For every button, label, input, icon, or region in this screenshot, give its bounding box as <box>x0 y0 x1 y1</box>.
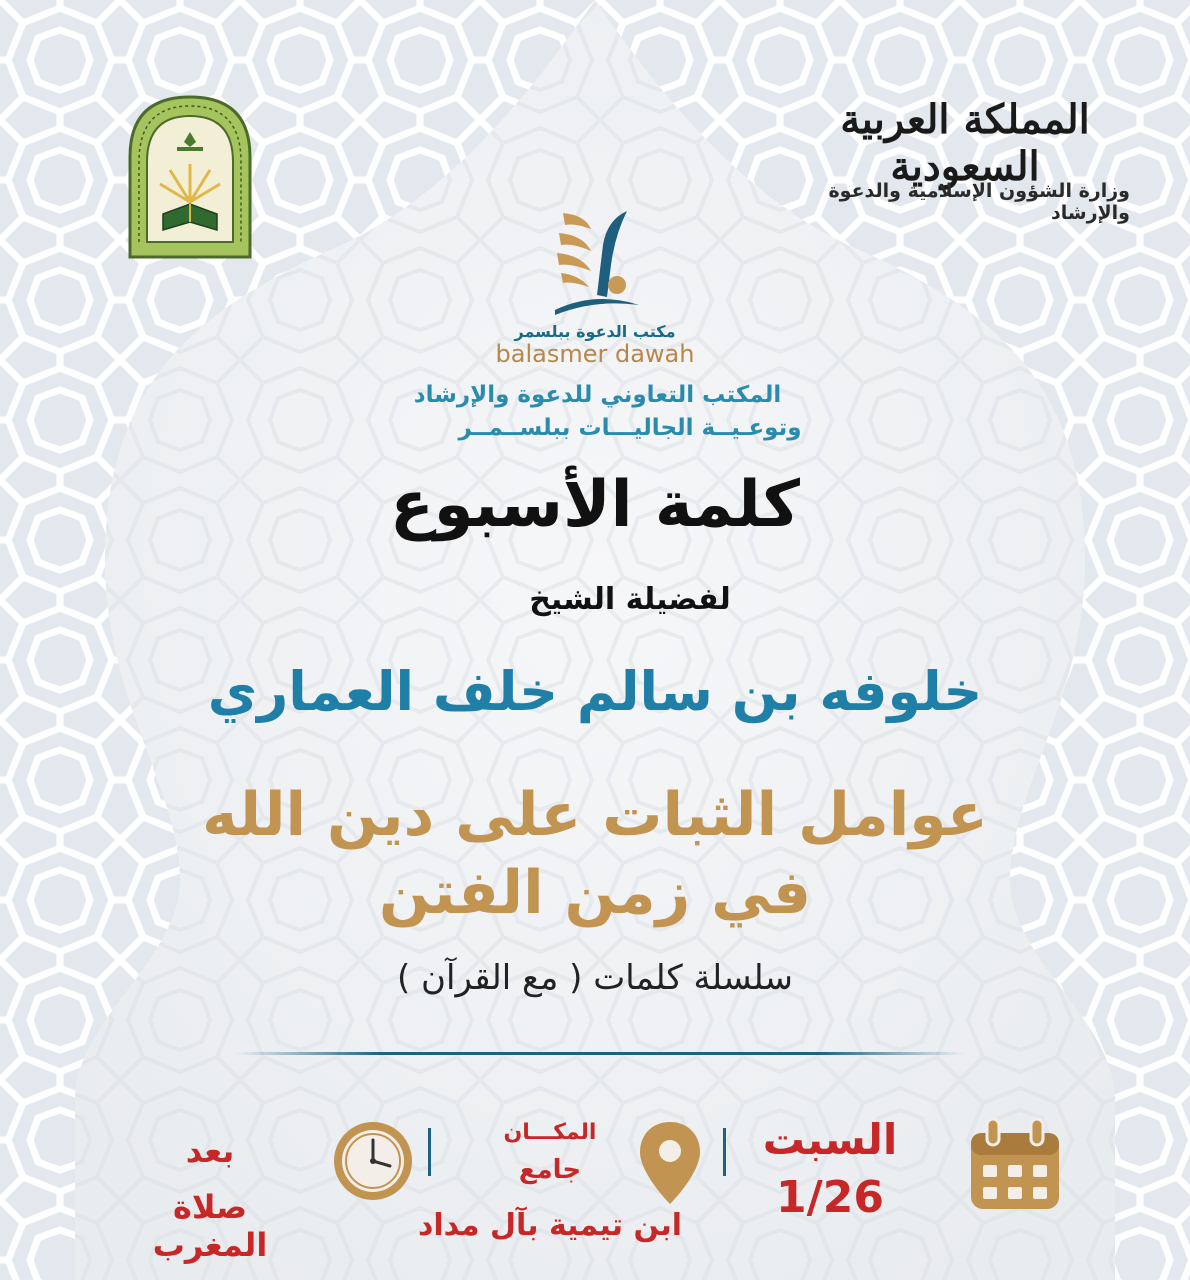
sheikh-name: خلوفه بن سالم خلف العماري <box>207 660 983 723</box>
topic-line2: في زمن الفتن <box>378 858 812 928</box>
kingdom-name: المملكة العربية السعودية <box>840 96 1090 190</box>
series-title: سلسلة كلمات ( مع القرآن ) <box>396 958 794 998</box>
dawah-logo-english: balasmer dawah <box>495 340 695 368</box>
place-mosque-name: ابن تيمية بآل مداد <box>417 1208 683 1243</box>
sheikh-label: لفضيلة الشيخ <box>529 582 731 617</box>
dawah-office-logo <box>545 205 645 320</box>
place-label: المكـــان <box>503 1120 597 1145</box>
place-mosque-label: جامع <box>518 1155 582 1185</box>
separator <box>723 1128 726 1176</box>
event-day: السبت <box>762 1115 898 1164</box>
separator <box>428 1128 431 1176</box>
dawah-logo-arabic: مكتب الدعوة ببلسمر <box>514 322 676 341</box>
event-date: 1/26 <box>776 1172 884 1223</box>
office-name-line2: وتوعـيــة الجاليـــات ببلســمــر <box>458 415 802 441</box>
clock-icon <box>330 1118 416 1204</box>
time-label: بعد <box>185 1132 235 1170</box>
ministry-emblem-logo <box>125 92 255 262</box>
topic-line1: عوامل الثبات على دين الله <box>202 780 988 850</box>
time-prayer: صلاة المغرب <box>152 1188 268 1264</box>
ministry-name: وزارة الشؤون الإسلامية والدعوة والإرشاد <box>828 180 1130 224</box>
event-title: كلمة الأسبوع <box>390 468 800 542</box>
office-name-line1: المكتب التعاوني للدعوة والإرشاد <box>413 382 782 408</box>
calendar-icon <box>965 1115 1065 1215</box>
divider <box>235 1052 965 1055</box>
